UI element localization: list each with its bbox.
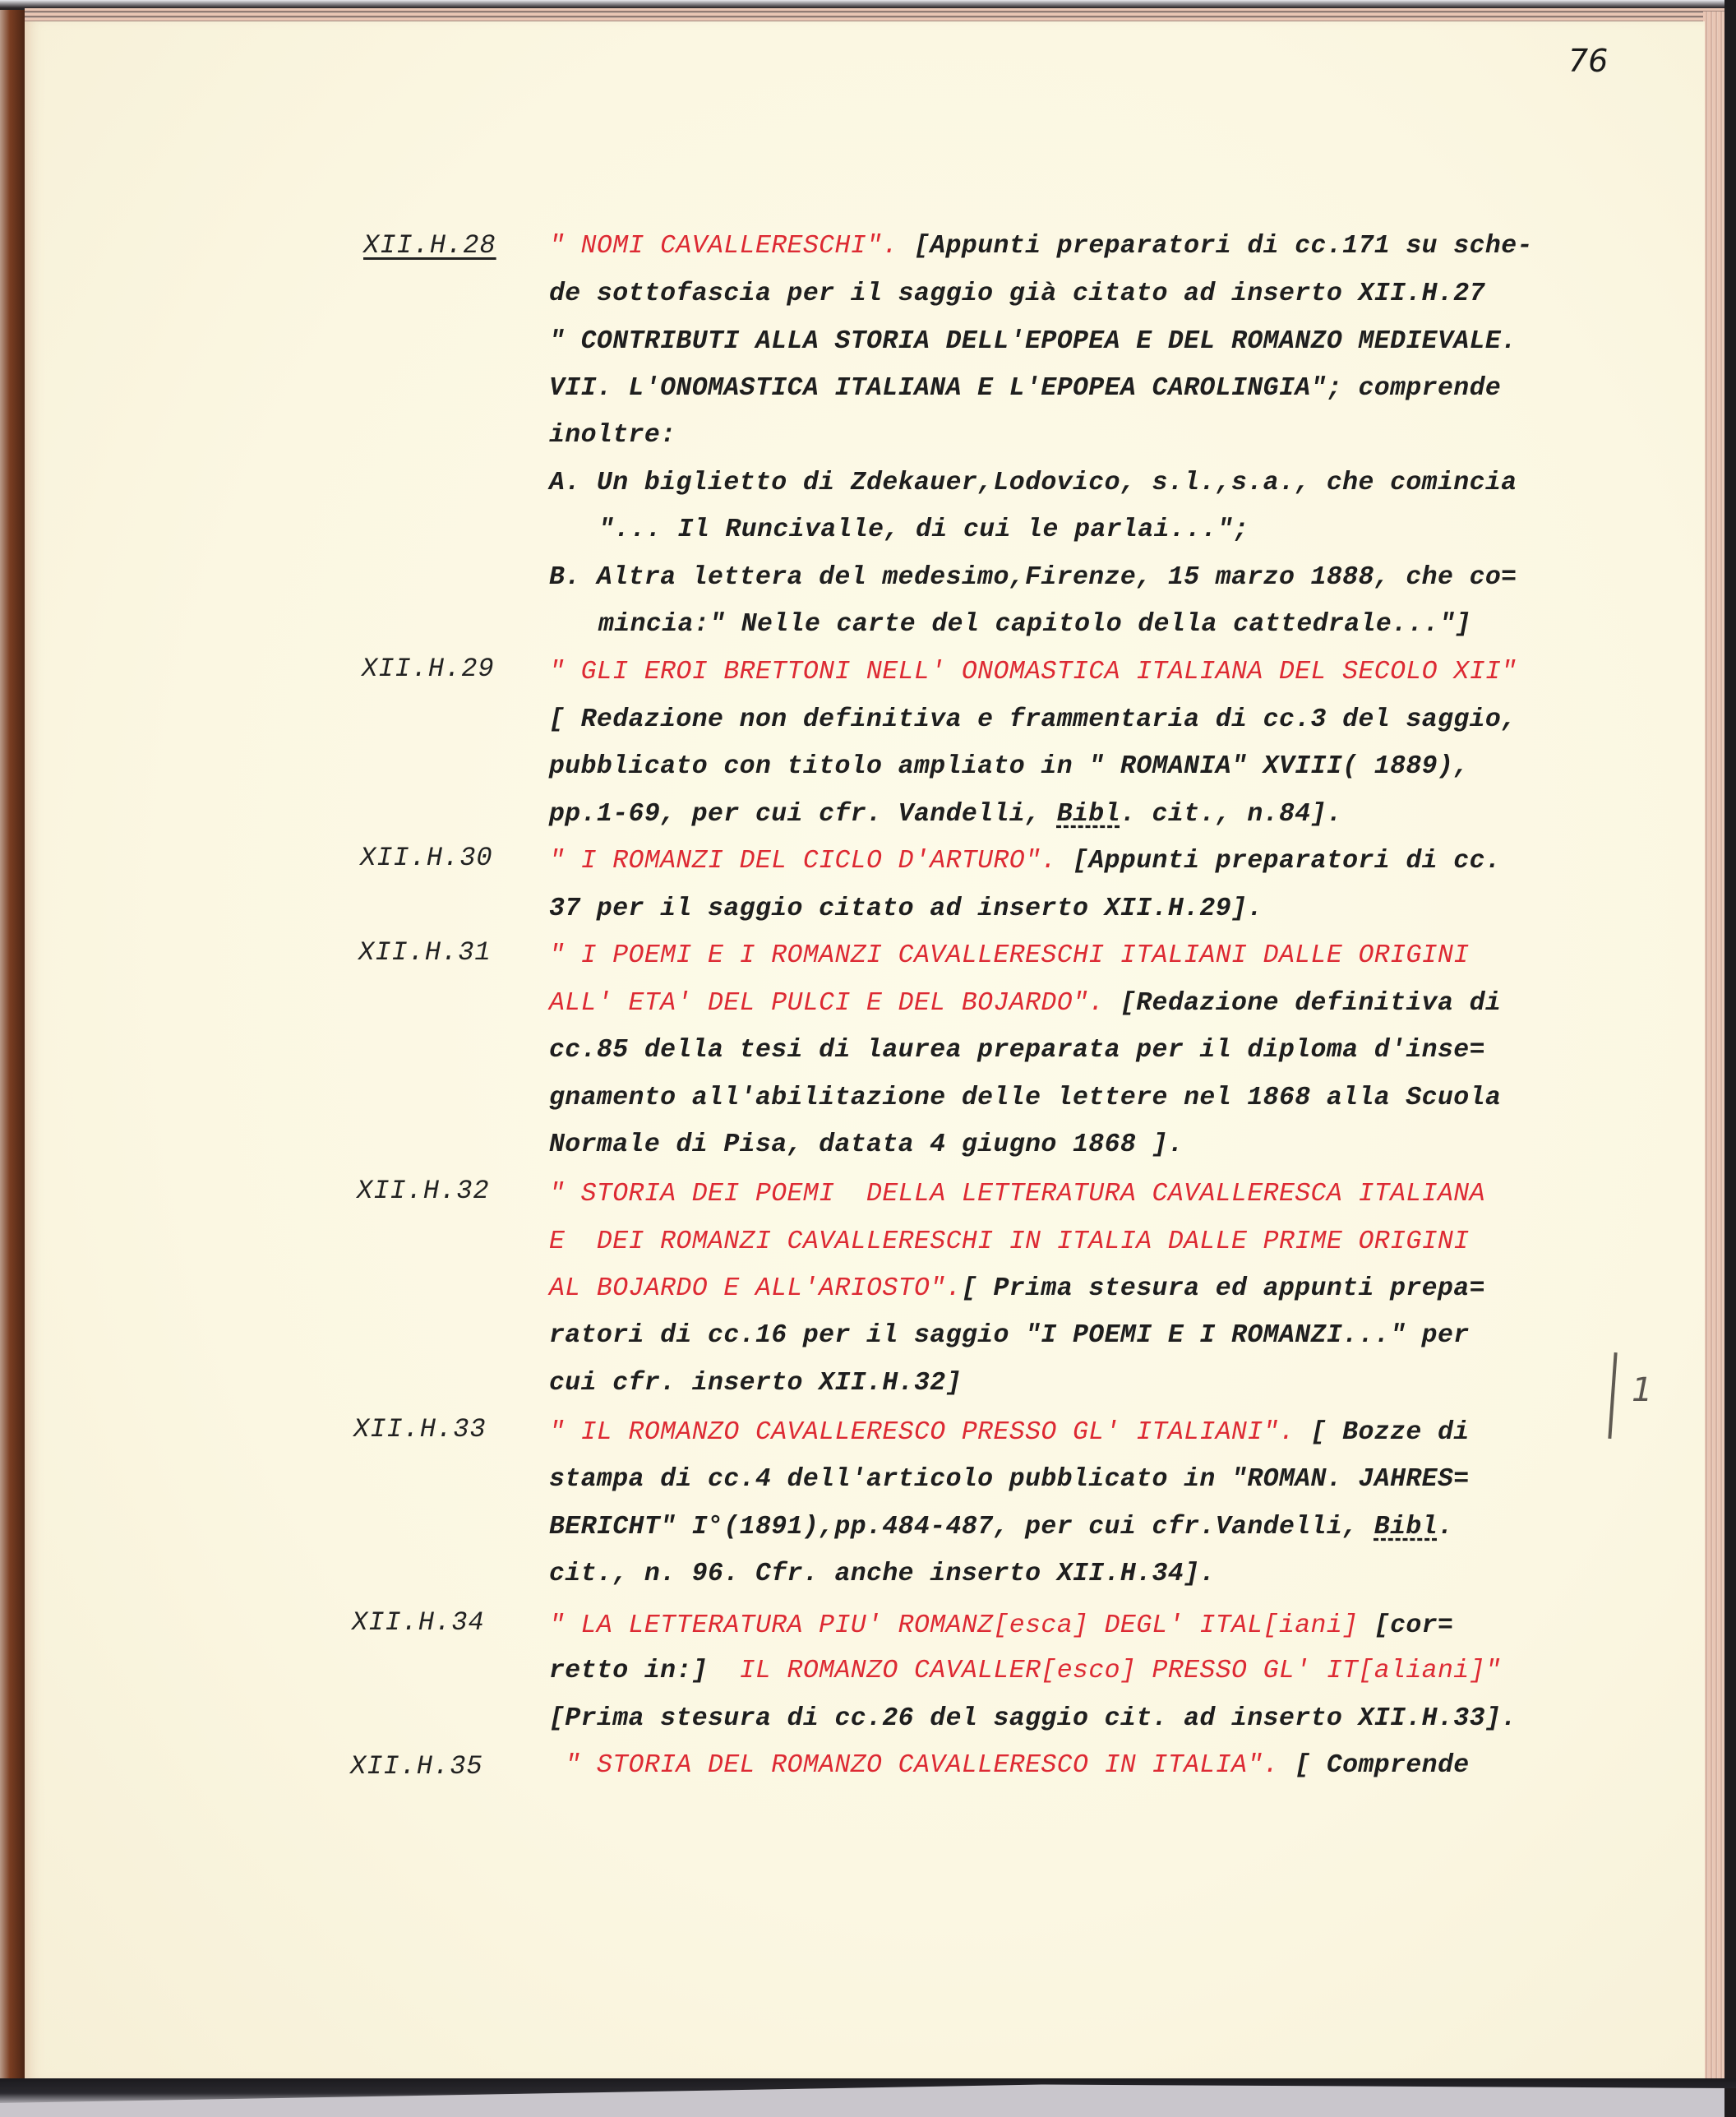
entry-line [549, 232, 1533, 261]
entry-line [549, 1513, 1453, 1542]
page-number: 76 [1568, 43, 1609, 79]
description-text: . cit., n.84]. [1120, 800, 1343, 829]
description-text: [Appunti preparatori di cc.171 su sche- [913, 232, 1533, 261]
description-text: 37 per il saggio citato ad inserto XII.H.29]. [549, 894, 1263, 923]
description-text: [Prima stesura di cc.26 del saggio cit. ad inserto XII.H.33]. [549, 1704, 1517, 1733]
description-text: B. Altra lettera del medesimo,Firenze, 15 marzo 1888, che co= [549, 563, 1517, 592]
entry-line [549, 1369, 962, 1398]
title-text: ALL' ETA' DEL PULCI E DEL BOJARDO". [549, 989, 1120, 1018]
description-text: [ Redazione non definitiva e frammentaria di cc.3 del saggio, [549, 705, 1517, 734]
entry-label: XII.H.30 [360, 843, 493, 873]
entry-line [549, 374, 1501, 403]
description-text: "... Il Runcivalle, di cui le parlai..."; [598, 515, 1249, 544]
description-text: BERICHT" I°(1891),pp.484-487, per cui cfr.Vandelli, [549, 1513, 1374, 1542]
entry-line [549, 280, 1485, 308]
entry-line [549, 1130, 1184, 1159]
description-text: cui cfr. inserto XII.H.32] [549, 1369, 962, 1398]
entry-line [549, 327, 1517, 356]
entry-line [598, 610, 1471, 639]
entry-line [549, 705, 1517, 734]
description-text: cit., n. 96. Cfr. anche inserto XII.H.34]. [549, 1560, 1216, 1588]
entry-label: XII.H.35 [350, 1751, 483, 1782]
description-text: pubblicato con titolo ampliato in " ROMANIA" XVIII( 1889), [549, 752, 1470, 781]
book-binding [0, 10, 25, 2082]
description-text: [ Prima stesura ed appunti prepa= [961, 1274, 1485, 1303]
description-text: [Redazione definitiva di [1120, 989, 1502, 1018]
title-text: " IL ROMANZO CAVALLERESCO PRESSO GL' ITALIANI". [549, 1418, 1311, 1447]
description-text: pp.1-69, per cui cfr. Vandelli, [549, 800, 1057, 829]
entry-line [549, 1418, 1470, 1447]
description-text: mincia:" Nelle carte del capitolo della cattedrale..."] [598, 610, 1471, 639]
description-text: stampa di cc.4 dell'articolo pubblicato in "ROMAN. JAHRES= [549, 1465, 1470, 1494]
entry-line [549, 894, 1263, 923]
title-text: " I POEMI E I ROMANZI CAVALLERESCHI ITALIANI DALLE ORIGINI [549, 941, 1470, 970]
description-text: Normale di Pisa, datata 4 giugno 1868 ]. [549, 1130, 1184, 1159]
entry-line [549, 1036, 1485, 1065]
margin-annotation: 1 [1632, 1371, 1653, 1409]
description-text: [cor= [1374, 1611, 1454, 1640]
description-text: gnamento all'abilitazione delle lettere nel 1868 alla Scuola [549, 1084, 1502, 1112]
title-text: " NOMI CAVALLERESCHI". [549, 232, 914, 261]
description-text: [ Comprende [1295, 1751, 1470, 1780]
entry-line [549, 847, 1501, 876]
entry-line [549, 1751, 1470, 1780]
description-text: [ Bozze di [1310, 1418, 1470, 1447]
entry-label: XII.H.32 [357, 1176, 490, 1206]
entry-label: XII.H.34 [352, 1607, 485, 1638]
description-text: inoltre: [549, 421, 676, 450]
entry-line [549, 469, 1517, 497]
entry-line [549, 989, 1501, 1018]
title-text: E DEI ROMANZI CAVALLERESCHI IN ITALIA DALLE PRIME ORIGINI [549, 1227, 1470, 1256]
description-text: Bibl [1056, 800, 1120, 829]
entry-label: XII.H.28 [363, 230, 496, 261]
entry-line [598, 515, 1249, 544]
title-text: " LA LETTERATURA PIU' ROMANZ[esca] DEGL' ITAL[iani] [549, 1611, 1374, 1640]
entry-line [549, 1560, 1216, 1588]
entry-line [549, 1274, 1485, 1303]
entry-line [549, 1611, 1453, 1640]
entry-line [549, 800, 1342, 829]
description-text: retto in:] [549, 1657, 724, 1685]
page-stack-edge [1703, 12, 1726, 2083]
entry-line [549, 752, 1470, 781]
description-text: ratori di cc.16 per il saggio "I POEMI E I ROMANZI..." per [549, 1321, 1470, 1350]
entry-line [549, 1321, 1470, 1350]
entry-label: XII.H.33 [353, 1414, 487, 1444]
entry-line [549, 1084, 1501, 1112]
entry-line [549, 1465, 1470, 1494]
description-text: de sottofascia per il saggio già citato ad inserto XII.H.27 [549, 280, 1485, 308]
title-text: IL ROMANZO CAVALLER[esco] PRESSO GL' IT[aliani]" [723, 1657, 1502, 1685]
entry-line [549, 1657, 1501, 1685]
description-text: . [1437, 1513, 1454, 1542]
entry-line [549, 658, 1517, 686]
description-text: [Appunti preparatori di cc. [1073, 847, 1502, 876]
entry-line [549, 421, 676, 450]
entry-line [549, 941, 1470, 970]
entry-line [549, 1704, 1517, 1733]
entry-line [549, 563, 1517, 592]
title-text: " STORIA DEL ROMANZO CAVALLERESCO IN ITALIA". [549, 1751, 1295, 1780]
description-text: cc.85 della tesi di laurea preparata per il diploma d'inse= [549, 1036, 1485, 1065]
entry-line [549, 1227, 1470, 1256]
entry-label: XII.H.29 [362, 654, 495, 684]
entry-line [549, 1180, 1485, 1209]
entry-label: XII.H.31 [358, 937, 492, 968]
description-text: Bibl [1374, 1513, 1438, 1542]
book-bottom-shadow [0, 2078, 1736, 2103]
description-text: VII. L'ONOMASTICA ITALIANA E L'EPOPEA CAROLINGIA"; comprende [549, 374, 1502, 403]
title-text: " GLI EROI BRETTONI NELL' ONOMASTICA ITALIANA DEL SECOLO XII" [549, 658, 1517, 686]
title-text: " STORIA DEI POEMI DELLA LETTERATURA CAVALLERESCA ITALIANA [549, 1180, 1485, 1209]
description-text: A. Un biglietto di Zdekauer,Lodovico, s.l.,s.a., che comincia [549, 469, 1517, 497]
title-text: " I ROMANZI DEL CICLO D'ARTURO". [549, 847, 1073, 876]
book-cover-right-edge [1724, 0, 1736, 2117]
title-text: AL BOJARDO E ALL'ARIOSTO". [549, 1274, 962, 1303]
description-text: " CONTRIBUTI ALLA STORIA DELL'EPOPEA E DEL ROMANZO MEDIEVALE. [549, 327, 1517, 356]
